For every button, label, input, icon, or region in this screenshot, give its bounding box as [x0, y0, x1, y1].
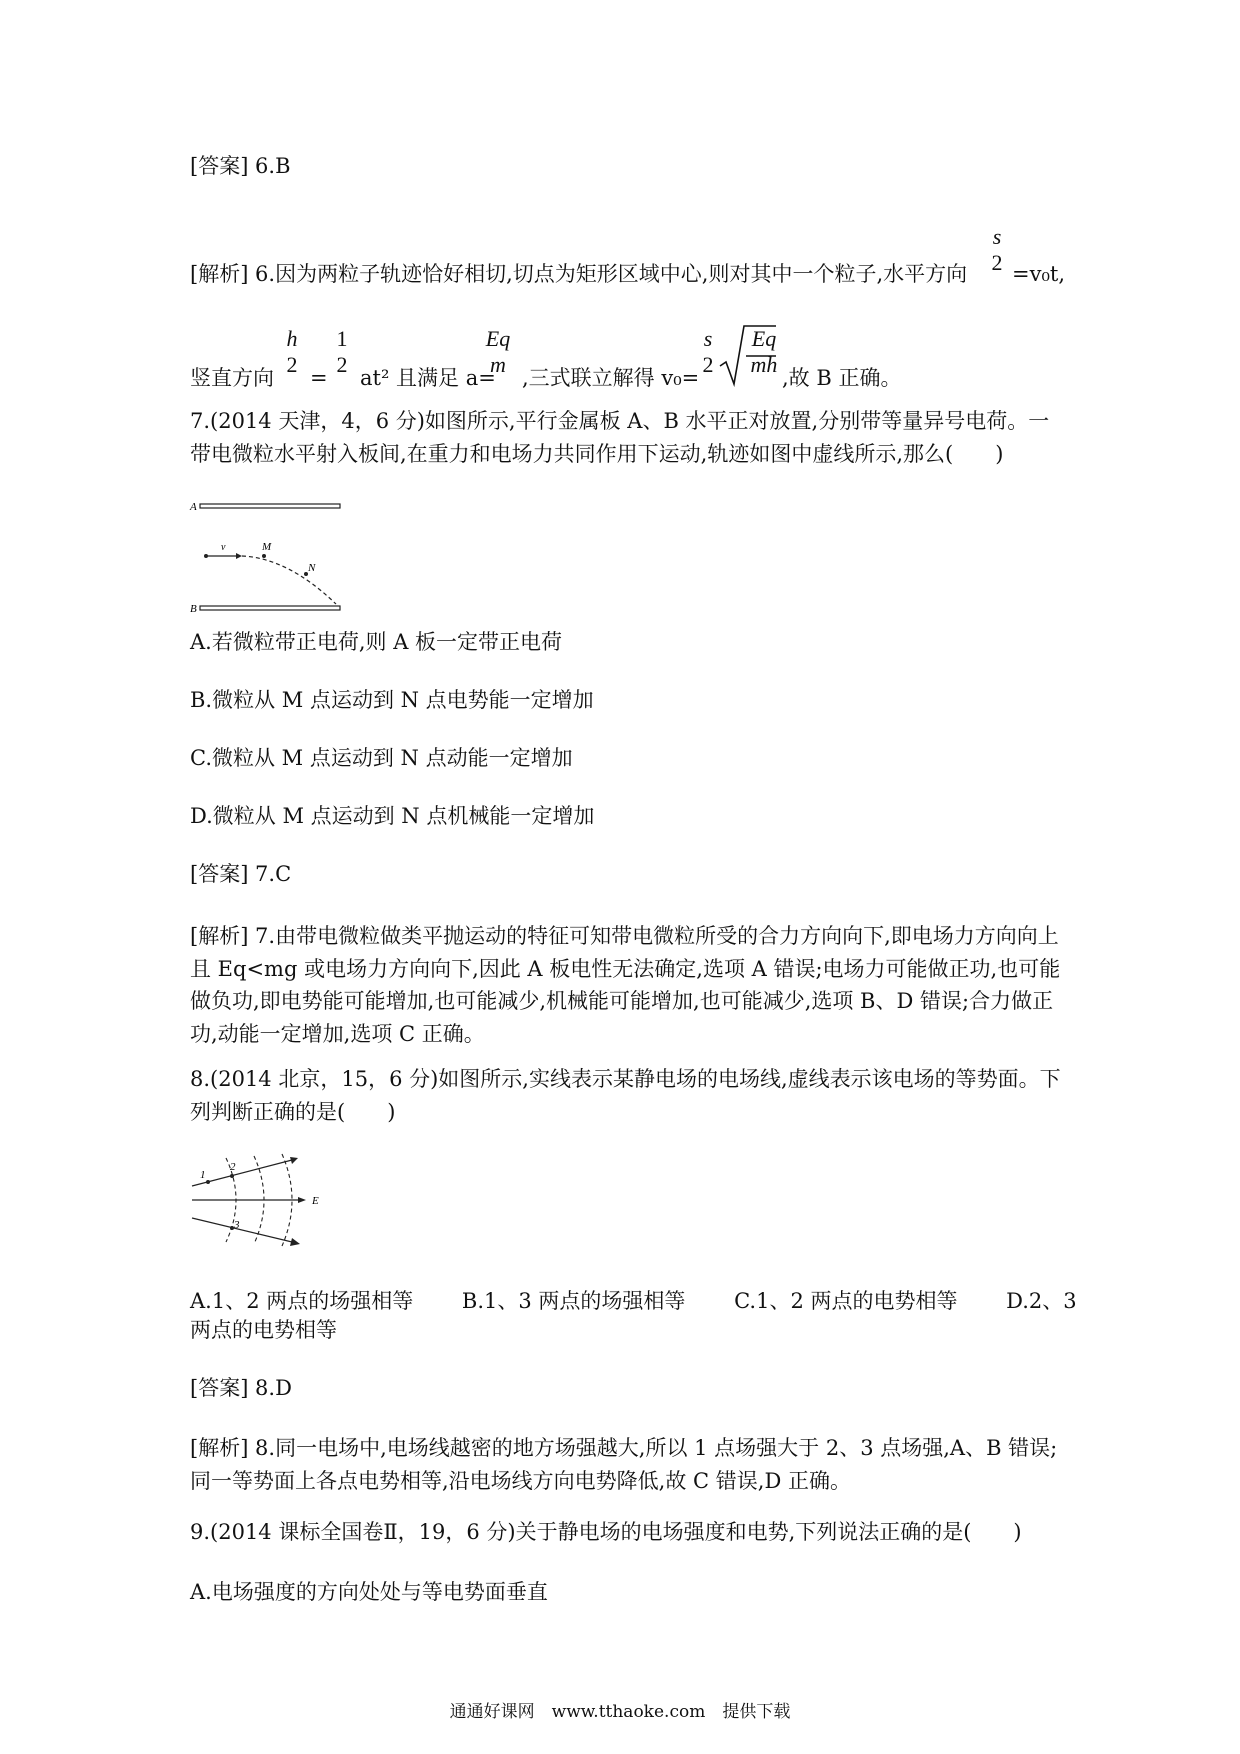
field-arrow-middle [298, 1197, 306, 1203]
fraction-s-over-2: s 2 [991, 224, 1003, 275]
answer-7: [答案] 7.C [190, 862, 292, 886]
question-7-stem: 7.(2014 天津，4，6 分)如图所示,平行金属板 A、B 水平正对放置,分别带等量异号电荷。一带电微粒水平射入板间,在重力和电场力共同作用下运动,轨迹如图中虚线所示,那么( ) [190, 409, 1050, 466]
particle [204, 554, 208, 558]
analysis-6-line1 [190, 258, 967, 291]
velocity-arrowhead [236, 553, 242, 559]
equals-sign: = [310, 366, 328, 390]
point-1-label: 1 [200, 1169, 206, 1181]
field-arrow-bottom [290, 1238, 300, 1246]
plate-b [200, 606, 340, 610]
analysis-6-line1-end: =v₀t, [1012, 262, 1065, 286]
figure-parallel-plates [188, 498, 358, 616]
question-7-option-b: B.微粒从 M 点运动到 N 点电势能一定增加 [190, 688, 594, 712]
velocity-label: v [221, 542, 226, 553]
point-1 [206, 1180, 210, 1184]
point-m-label: M [262, 541, 272, 553]
answer-6: [答案] 6.B [190, 154, 291, 178]
question-8-options-line2: 两点的电势相等 [190, 1318, 337, 1342]
plate-b-label: B [190, 603, 197, 615]
question-9-option-a: A.电场强度的方向处处与等电势面垂直 [190, 1580, 548, 1604]
sqrt-fraction: Eq mh [750, 326, 778, 377]
fraction-eq-over-m: Eq m [485, 326, 511, 377]
plate-a-label: A [190, 501, 197, 513]
point-3-label: 3 [234, 1219, 240, 1231]
trajectory [242, 556, 336, 604]
analysis-6-line2-d: ,故 B 正确。 [782, 366, 902, 390]
point-m [262, 554, 266, 558]
analysis-6-line2-b: at² 且满足 a= [360, 366, 496, 390]
fraction-h-over-2: h 2 [286, 326, 298, 377]
question-8-options-line1: A.1、2 两点的场强相等 B.1、3 两点的场强相等 C.1、2 两点的电势相等 D.2、3 [190, 1289, 1077, 1313]
fraction-s-over-2-b: s 2 [702, 326, 714, 377]
fraction-1-over-2: 1 2 [336, 326, 348, 377]
question-7-option-a: A.若微粒带正电荷,则 A 板一定带正电荷 [190, 630, 563, 654]
field-arrow-top [290, 1157, 298, 1164]
plate-a [200, 504, 340, 508]
question-9-stem: 9.(2014 课标全国卷Ⅱ，19，6 分)关于静电场的电场强度和电势,下列说法正确的是( ) [190, 1520, 1022, 1544]
question-7-option-c: C.微粒从 M 点运动到 N 点动能一定增加 [190, 746, 573, 770]
field-line-bottom [192, 1218, 292, 1242]
analysis-6-text: [解析] 6.因为两粒子轨迹恰好相切,切点为矩形区域中心,则对其中一个粒子,水平方向 [190, 262, 968, 286]
analysis-6-line2-c: ,三式联立解得 v₀= [522, 366, 700, 390]
point-2-label: 2 [230, 1161, 236, 1173]
page-footer: 通通好课网 www.tthaoke.com 提供下载 [449, 1702, 791, 1722]
analysis-6-line2-a: 竖直方向 [190, 366, 274, 390]
answer-8: [答案] 8.D [190, 1376, 292, 1400]
question-8-stem: 8.(2014 北京，15，6 分)如图所示,实线表示某静电场的电场线,虚线表示该电场的等势面。下列判断正确的是( ) [190, 1067, 1061, 1124]
analysis-7: [解析] 7.由带电微粒做类平抛运动的特征可知带电微粒所受的合力方向向下,即电场力方向向上且 Eq<mg 或电场力方向向下,因此 A 板电性无法确定,选项 A 错误;电场力可能做正功,也可能做负功,即电势能可能增加,也可能减少,机械能可能增加,也可能减少,选项 B、D 错误;合力做正功,动能一定增加,选项 C 正确。 [190, 924, 1061, 1046]
figure-field-lines [188, 1150, 328, 1250]
point-2 [230, 1174, 234, 1178]
analysis-8: [解析] 8.同一电场中,电场线越密的地方场强越大,所以 1 点场强大于 2、3 点场强,A、B 错误;同一等势面上各点电势相等,沿电场线方向电势降低,故 C 错误,D 正确。 [190, 1436, 1058, 1493]
field-e-label: E [312, 1195, 319, 1207]
point-n-label: N [308, 562, 316, 574]
question-7-option-d: D.微粒从 M 点运动到 N 点机械能一定增加 [190, 804, 595, 828]
